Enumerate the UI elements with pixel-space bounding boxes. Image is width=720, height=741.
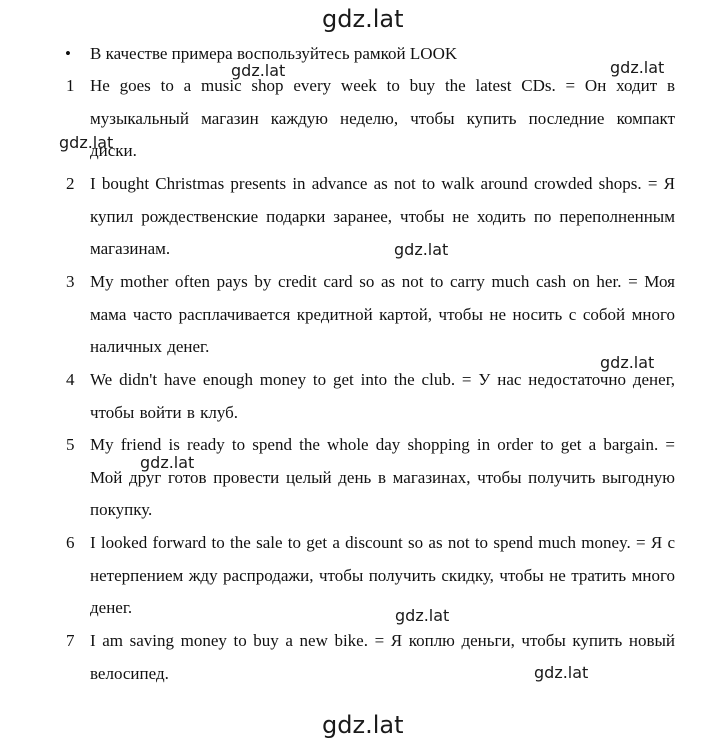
item-text: I looked forward to the sale to get a discount so as not to spend much money. = Я с нетерпением жду распродажи, чтобы получить скидку, чтобы не тратить много денег.: [90, 533, 675, 617]
item-text: I bought Christmas presents in advance as not to walk around crowded shops. = Я купил рождественские подарки заранее, чтобы не ходить по переполненным магазинам.: [90, 174, 675, 258]
item-text: I am saving money to buy a new bike. = Я коплю деньги, чтобы купить новый велосипед.: [90, 631, 675, 683]
bullet-icon: •: [65, 44, 71, 63]
watermark-top: gdz.lat: [322, 5, 404, 33]
item-text: We didn't have enough money to get into the club. = У нас недостаточно денег, чтобы войти в клуб.: [90, 370, 675, 422]
intro-text: В качестве примера воспользуйтесь рамкой LOOK: [90, 44, 458, 63]
item-number: 3: [66, 272, 75, 291]
list-item: [66, 527, 675, 625]
item-text: My friend is ready to spend the whole day shopping in order to get a bargain. = Мой друг готов провести целый день в магазинах, чтобы получить выгодную покупку.: [90, 435, 675, 519]
list-item: [66, 429, 675, 527]
item-number: 7: [66, 631, 75, 650]
list-item: [66, 168, 675, 266]
watermark: gdz.lat: [231, 61, 286, 80]
item-text: My mother often pays by credit card so as not to carry much cash on her. = Моя мама часто расплачивается кредитной картой, чтобы не носить с собой много наличных денег.: [90, 272, 675, 356]
item-number: 5: [66, 435, 75, 454]
item-number: 1: [66, 76, 75, 95]
list-item: [66, 364, 675, 429]
item-number: 6: [66, 533, 75, 552]
watermark: gdz.lat: [610, 58, 665, 77]
watermark: gdz.lat: [395, 606, 450, 625]
item-number: 2: [66, 174, 75, 193]
watermark: gdz.lat: [394, 240, 449, 259]
list-item: [66, 266, 675, 364]
list-item: [66, 70, 675, 168]
watermark: gdz.lat: [59, 133, 114, 152]
watermark: gdz.lat: [600, 353, 655, 372]
watermark: gdz.lat: [140, 453, 195, 472]
watermark: gdz.lat: [534, 663, 589, 682]
item-text: He goes to a music shop every week to buy the latest CDs. = Он ходит в музыкальный магазин каждую неделю, чтобы купить последние компакт диски.: [90, 76, 675, 160]
watermark-bottom: gdz.lat: [322, 711, 404, 739]
item-number: 4: [66, 370, 75, 389]
